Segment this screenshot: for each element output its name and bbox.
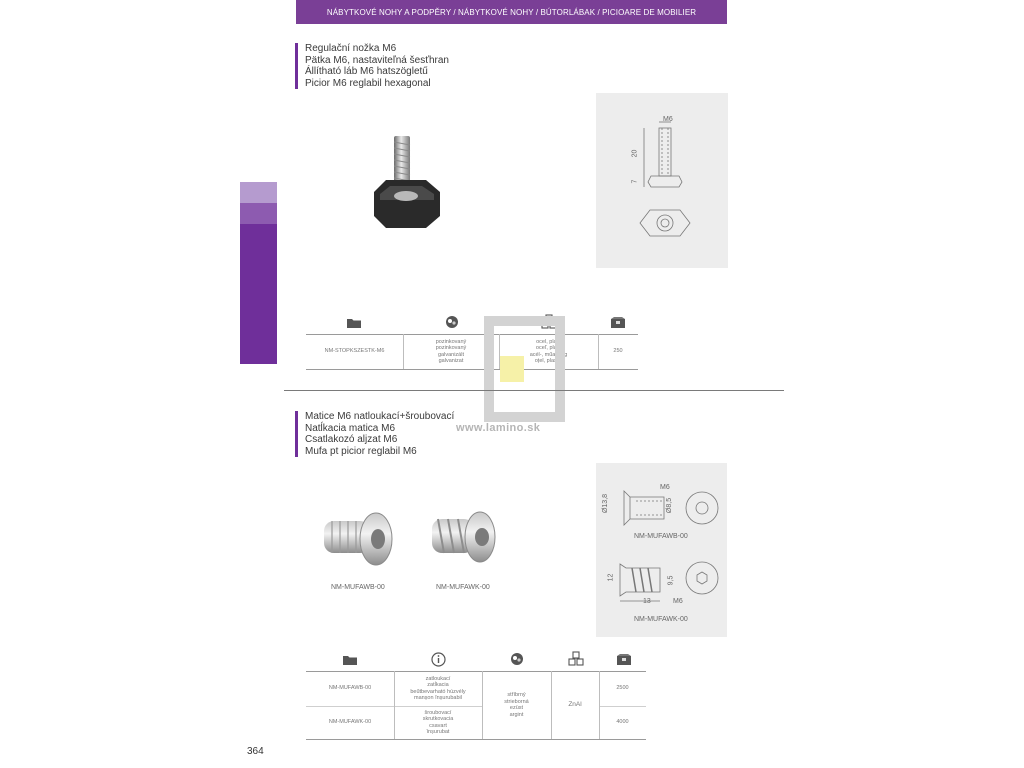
header-bar [296,0,727,24]
finish-line: pozinkovaný [435,338,467,345]
section-divider [284,390,784,391]
watermark-text: www.lamino.sk [456,422,541,434]
finish-swatch-icon [510,652,524,666]
finish-line: galvanizált [438,351,464,358]
dim-m6-label: M6 [663,116,673,123]
title-line: Mufa pt picior reglabil M6 [305,445,417,457]
watermark-frame [484,316,565,422]
finish-line: ezüst [509,705,524,711]
product-table-1 [306,312,638,372]
title-line: Picior M6 reglabil hexagonal [305,77,431,89]
photo-caption-mufawb: NM-MUFAWB-00 [331,584,385,591]
desc-line: skrutkovacia [422,716,454,722]
info-icon [431,652,446,667]
title-line: Natĺkacia matica M6 [305,422,396,434]
finish-cell [482,671,551,739]
package-box-icon [610,316,626,329]
side-tab [240,182,277,364]
dim-m6b-label: M6 [673,598,683,605]
material-cell: ZnAl [568,700,582,708]
dim-20-label: 20 [631,149,639,158]
section1-title [295,43,449,89]
section2-title [295,411,454,457]
material-line: ocel, plast [536,338,561,345]
qty-cell: 250 [613,348,623,355]
watermark-yellow-square [500,356,524,382]
leveling-foot-dimension-drawing [596,93,728,268]
product-table-2 [306,650,646,742]
dim-85-label: Ø8,5 [666,497,674,514]
finish-line: strieborná [504,698,529,705]
material-line: oceľ, plast [535,345,562,351]
product-code: NM-STOPKSZESTK-M6 [324,348,385,355]
desc-line: zatĺkacia [427,682,449,688]
material-line: acél-, műanyag [529,351,568,358]
product-code: NM-MUFAWK-00 [328,719,372,726]
description-cell [394,671,482,706]
material-cubes-icon [568,651,584,666]
page-number: 364 [247,746,264,757]
finish-line: stříbrný [507,692,526,698]
header-title: NÁBYTKOVÉ NOHY A PODPĚRY / NÁBYTKOVÉ NOHY / BÚTORLÁBAK / PICIOARE DE MOBILIER [326,7,697,17]
drawing-caption-mufawb: NM-MUFAWB-00 [634,533,688,540]
desc-line: înșurubat [426,729,450,735]
desc-line: šroubovací [424,709,452,716]
title-line: Állítható láb M6 hatszögletű [305,66,428,77]
leveling-foot-photo [360,130,452,242]
dim-95-label: 9,5 [667,575,675,586]
dim-13-label: 13 [643,598,651,605]
desc-line: csavart [429,722,447,729]
desc-line: beűtbevarható húzvély [410,688,466,695]
screw-in-nut-photo [428,505,500,571]
finish-swatch-icon [445,315,459,329]
description-cell [394,706,482,739]
product-code: NM-MUFAWB-00 [328,685,372,692]
finish-line: pozinkovaný [435,345,467,351]
finish-line: argint [509,711,524,718]
package-box-icon [616,653,632,666]
title-line: Regulační nožka M6 [305,43,397,54]
side-tab-stripe-light [240,182,277,203]
dim-7-label: 7 [631,179,639,184]
desc-line: manșon înșurubabil [413,695,462,701]
photo-caption-mufawk: NM-MUFAWK-00 [436,584,490,591]
side-tab-stripe-mid [240,203,277,224]
dim-m6-label: M6 [660,484,670,491]
title-line: Matice M6 natloukací+šroubovací [305,411,455,422]
material-line: oțel, plastic [534,358,563,364]
hammer-in-nut-photo [318,505,396,575]
finish-line: galvanizat [438,358,464,364]
dim-12-label: 12 [607,573,615,582]
folder-icon [346,316,362,329]
dim-138-label: Ø13,8 [602,493,610,514]
title-line: Csatlakozó aljzat M6 [305,434,398,445]
folder-icon [342,653,358,666]
qty-cell: 2500 [616,685,629,692]
drawing-caption-mufawk: NM-MUFAWK-00 [634,616,688,623]
desc-line: zatloukací [425,675,451,682]
title-line: Pätka M6, nastaviteľná šesťhran [305,54,449,66]
qty-cell: 4000 [616,719,629,726]
